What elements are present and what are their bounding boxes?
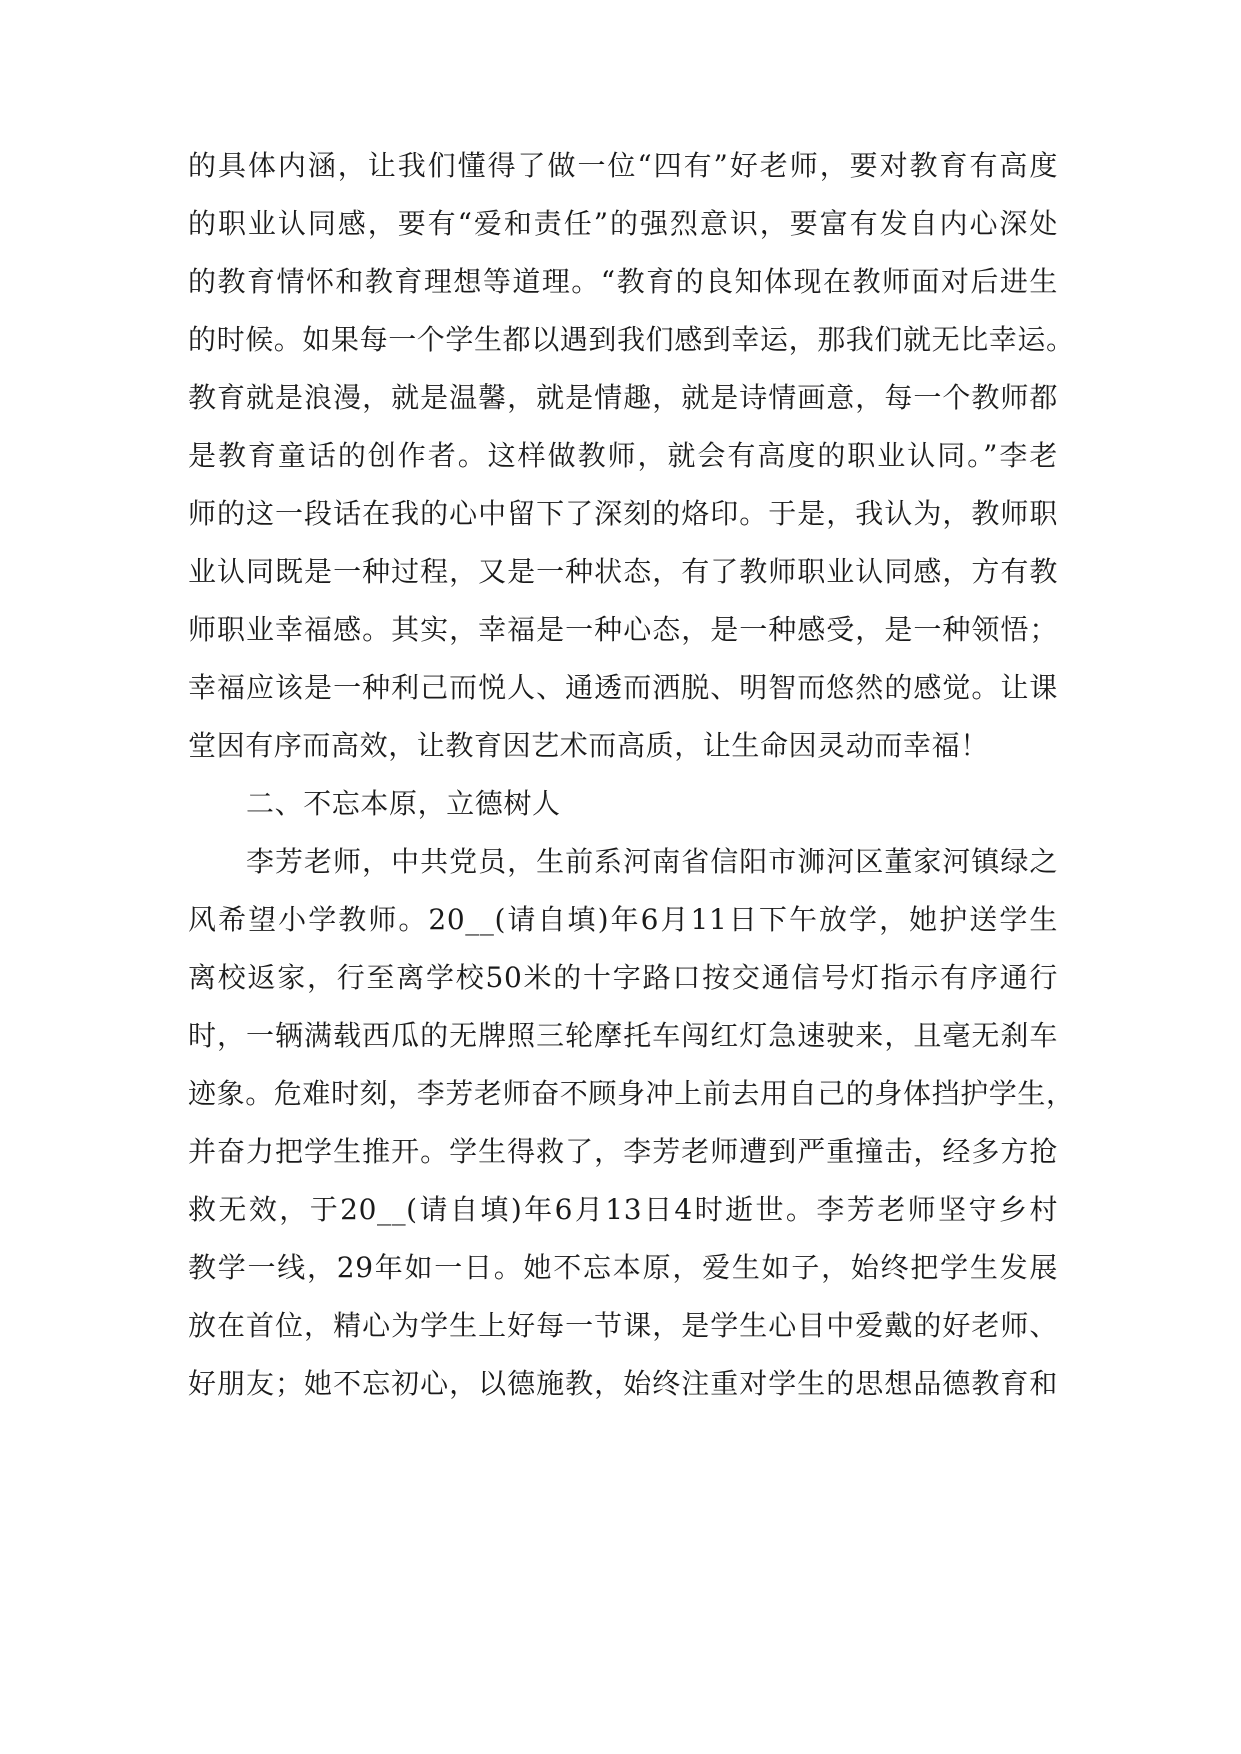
text-line: 师职业幸福感。其实，幸福是一种心态，是一种感受，是一种领悟；: [188, 613, 1058, 646]
text-line: 放在首位，精心为学生上好每一节课，是学生心目中爱戴的好老师、: [188, 1309, 1058, 1342]
text-line: 离校返家，行至离学校50米的十字路口按交通信号灯指示有序通行: [188, 961, 1058, 994]
text-line: 业认同既是一种过程，又是一种状态，有了教师职业认同感，方有教: [188, 555, 1058, 588]
text-line: 的具体内涵，让我们懂得了做一位“四有”好老师，要对教育有高度: [188, 149, 1058, 182]
text-line: 教育就是浪漫，就是温馨，就是情趣，就是诗情画意，每一个教师都: [188, 381, 1058, 414]
text-line: 的时候。如果每一个学生都以遇到我们感到幸运，那我们就无比幸运。: [188, 323, 1075, 356]
text-line: 好朋友；她不忘初心，以德施教，始终注重对学生的思想品德教育和: [188, 1367, 1058, 1400]
text-line: 的教育情怀和教育理想等道理。“教育的良知体现在教师面对后进生: [188, 265, 1058, 298]
text-line: 风希望小学教师。20__(请自填)年6月11日下午放学，她护送学生: [188, 903, 1058, 936]
text-line: 师的这一段话在我的心中留下了深刻的烙印。于是，我认为，教师职: [188, 497, 1058, 530]
text-line: 的职业认同感，要有“爱和责任”的强烈意识，要富有发自内心深处: [188, 207, 1058, 240]
text-line: 教学一线，29年如一日。她不忘本原，爱生如子，始终把学生发展: [188, 1251, 1058, 1284]
text-line: 是教育童话的创作者。这样做教师，就会有高度的职业认同。”李老: [188, 439, 1058, 472]
text-line: 堂因有序而高效，让教育因艺术而高质，让生命因灵动而幸福！: [188, 729, 989, 762]
text-line: 救无效，于20__(请自填)年6月13日4时逝世。李芳老师坚守乡村: [188, 1193, 1058, 1226]
text-line: 时，一辆满载西瓜的无牌照三轮摩托车闯红灯急速驶来，且毫无刹车: [188, 1019, 1058, 1052]
text-line: 并奋力把学生推开。学生得救了，李芳老师遭到严重撞击，经多方抢: [188, 1135, 1058, 1168]
text-line: 幸福应该是一种利己而悦人、通透而洒脱、明智而悠然的感觉。让课: [188, 671, 1058, 704]
text-line: 迹象。危难时刻，李芳老师奋不顾身冲上前去用自己的身体挡护学生，: [188, 1077, 1075, 1110]
text-line: 李芳老师，中共党员，生前系河南省信阳市浉河区董家河镇绿之: [246, 845, 1058, 878]
section-heading: 二、不忘本原，立德树人: [246, 787, 561, 820]
